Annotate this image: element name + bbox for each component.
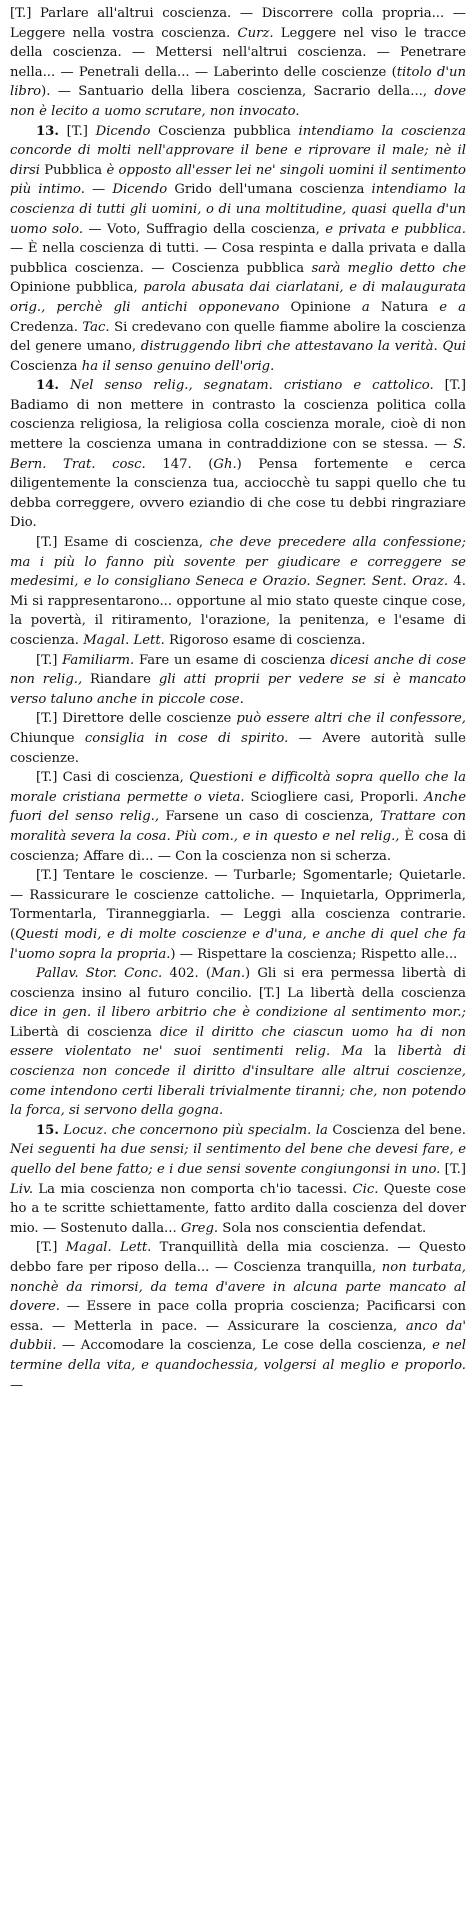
roman-text: Libertà di coscienza (10, 1024, 160, 1040)
roman-text: Fare un esame di coscienza (134, 652, 331, 668)
roman-text: — Avere autorità sulle coscienze. (10, 730, 466, 766)
italic-text: dice in gen. il libero arbitrio che è condizione al sentimento mor.; (10, 1005, 466, 1021)
italic-text: dove non è lecito a uomo scrutare, non invocato. (10, 84, 466, 119)
italic-text: ha il senso genuino dell'orig. (81, 358, 275, 374)
italic-text: è opposto all'esser lei ne' singoli uomini il sentimento più intimo. (10, 162, 466, 198)
roman-text: — È nella coscienza di tutti. — Cosa respinta e dalla privata e dalla pubblica coscienza. — Coscienza pubblica (10, 241, 466, 276)
roman-text: — Essere in pace colla propria coscienza; Pacificarsi con essa. — Metterla in pace. — Assicurare la coscienza, (10, 1299, 466, 1334)
italic-text: e nel termine della vita, e quandochessia, volgersi al meglio e proporlo. (10, 1338, 466, 1373)
italic-text: dicesi anche di cose non relig., (10, 652, 466, 688)
roman-text: ) Pensa fortemente e cerca diligentemente la conscienza tua, acciocchè tu sappi quello che tu debba correggere, ovvero eziandio di che cose tu debbi ringraziare Dio. (10, 456, 466, 531)
roman-text (59, 378, 70, 393)
roman-text: [T.] Direttore delle coscienze (36, 711, 237, 727)
italic-text: Nel senso relig., segnatam. cristiano e cattolico. (69, 378, 434, 394)
entry-paragraph (10, 533, 466, 651)
italic-text: Liv. (10, 1181, 34, 1197)
entry-paragraph (10, 1238, 466, 1395)
roman-text: [T.] (440, 1162, 466, 1178)
entry-paragraph (10, 709, 466, 768)
section-number: 14. (36, 378, 59, 394)
section-number: 13. (36, 123, 59, 139)
roman-text: Queste cose ho a te scritte schiettamente, fatto ardito dalla coscienza del dover mio. — Sostenuto dalla... (10, 1181, 467, 1236)
italic-text: non turbata, nonchè da rimorsi, da tema d'avere in alcuna parte mancato al dovere. (10, 1260, 466, 1315)
italic-text: intendiamo la coscienza di tutti gli uomini, o di una moltitudine, quasi quella d'un uomo solo. (10, 182, 466, 237)
italic-text: Familiarm. (62, 652, 135, 668)
roman-text: Rigoroso esame di coscienza. (164, 633, 366, 648)
roman-text: ) Gli si era permessa libertà di coscienza insino al futuro concilio. [T.] La libertà della coscienza (10, 966, 466, 1001)
roman-text: 147. ( (145, 456, 214, 472)
italic-text: Questi modi, e di molte coscienze e d'una, e anche di quel che fa l'uomo sopra la propria. (10, 926, 466, 962)
roman-text: [T.] (36, 1240, 66, 1256)
roman-text: Credenza. (10, 319, 83, 335)
roman-text: Opinione pubblica, (10, 280, 144, 296)
roman-text: la (362, 1044, 398, 1060)
roman-text: — Voto, Suffragio della coscienza, (83, 221, 326, 237)
italic-text: consiglia in cose di spirito. (84, 730, 289, 746)
italic-text: a (361, 299, 370, 315)
roman-text: ). — Santuario della libera coscienza, Sacrario della..., (41, 84, 435, 100)
italic-text: Gh. (213, 456, 237, 472)
italic-text: Magal. Lett. (65, 1240, 152, 1256)
italic-text: Questioni e difficoltà sopra quello che la morale cristiana permette o vieta. (10, 770, 466, 805)
italic-text: sarà meglio detto che (311, 260, 466, 276)
entry-paragraph (10, 1121, 466, 1239)
italic-text: Magal. Lett. (83, 633, 165, 648)
italic-text: Greg. (180, 1220, 219, 1236)
roman-text: Chiunque (10, 730, 85, 746)
italic-text: Curz. (237, 25, 274, 41)
italic-text: che deve precedere alla confessione; ma i più lo fanno più sovente per giudicare e correggere se medesimi, e lo consigliano Seneca e Orazio. Segner. Sent. Oraz. (10, 535, 466, 590)
roman-text: — Accomodare la coscienza, Le cose della coscienza, (56, 1338, 433, 1354)
italic-text: Pallav. Stor. Conc. (36, 966, 163, 982)
roman-text: [T.] (36, 652, 63, 668)
italic-text: libertà di coscienza non concede il diritto d'insultare alle altrui coscienze, come intendono certi liberali trivialmente tiranni; che, non potendo la forca, si servono della gogna. (10, 1044, 466, 1119)
roman-text: Sola nos conscientia defendat. (218, 1220, 427, 1236)
italic-text: anco da' dubbii. (10, 1318, 466, 1354)
roman-text: [T.] (58, 123, 96, 139)
italic-text: Cic. (352, 1181, 379, 1197)
italic-text: S. Bern. Trat. cosc. (10, 437, 466, 472)
italic-text: distruggendo libri che attestavano la verità. Qui (140, 339, 466, 355)
roman-text: La mia coscienza non comporta ch'io tacessi. (33, 1181, 353, 1197)
entry-paragraph (10, 376, 466, 533)
italic-text: dice il diritto che ciascun uomo ha di non essere violentato ne' suoi sentimenti relig. Ma (10, 1024, 466, 1060)
entry-paragraph (10, 964, 466, 1121)
italic-text: Nei seguenti ha due sensi; il sentimento del bene che devesi fare, e quello del bene fatto; e i due sensi sovente congiungonsi in uno. (10, 1142, 466, 1178)
italic-text: e privata e pubblica. (325, 221, 466, 237)
roman-text: [T.] Badiamo di non mettere in contrasto la coscienza politica colla coscienza religiosa, la religiosa colla coscienza morale, cioè di non mettere la coscienza umana in contraddizione con se stessa. — (10, 378, 466, 453)
entry-paragraph (10, 651, 466, 710)
roman-text: — (10, 1377, 24, 1393)
roman-text: Coscienza del bene. (327, 1122, 466, 1138)
italic-text: può essere altri che il confessore, (236, 711, 467, 727)
italic-text: Tac. (82, 319, 110, 335)
italic-text: e a (439, 299, 466, 315)
roman-text: [T.] Esame di coscienza, (36, 535, 210, 551)
roman-text: Sciogliere casi, Proporli. (244, 789, 425, 805)
italic-text: intendiamo la coscienza concorde di molti nell'approvare il bene e riprovare il male; nè il dirsi (10, 123, 466, 178)
italic-text: parola abusata dai ciarlatani, e di malaugurata orig., perchè gli antichi opponevano (10, 280, 466, 315)
entry-paragraph (10, 768, 466, 866)
roman-text: Natura (369, 299, 440, 315)
italic-text: Trattare con moralità severa la cosa. Più com., e in questo e nel relig., (10, 809, 466, 844)
roman-text: — (84, 182, 113, 198)
entry-paragraph (10, 122, 466, 377)
italic-text: titolo d'un libro (10, 64, 466, 100)
roman-text: Si credevano con quelle fiamme abolire la coscienza del genere umano, (10, 319, 466, 355)
italic-text: Dicendo (112, 182, 168, 198)
entry-paragraph (10, 866, 466, 964)
entry-paragraph (10, 4, 466, 122)
roman-text: 4. Mi si rappresentarono... opportune al mio stato queste cinque cose, la povertà, il ritiramento, l'orazione, la penitenza, e l'esame di coscienza. (10, 574, 466, 648)
italic-text: Locuz. che concernono più specialm. la (63, 1122, 328, 1138)
italic-text: Man. (210, 966, 246, 982)
roman-text: Pubblica (39, 162, 107, 178)
roman-text: Farsene un caso di coscienza, (159, 809, 381, 825)
roman-text: 402. ( (162, 966, 211, 982)
roman-text: Leggere nel viso le tracce della coscienza. — Mettersi nell'altrui coscienza. — Penetrare nella... — Penetrali della... — Laberinto delle coscienze ( (10, 25, 466, 80)
roman-text: Coscienza (10, 358, 82, 374)
italic-text: gli atti proprii per vedere se si è mancato verso taluno anche in piccole cose. (10, 672, 466, 707)
roman-text: Coscienza pubblica (150, 123, 299, 139)
section-number: 15. (36, 1122, 59, 1138)
italic-text: Dicendo (95, 123, 151, 139)
roman-text: [T.] Parlare all'altrui coscienza. — Discorrere colla propria... — Leggere nella vostra coscienza. (10, 6, 466, 41)
roman-text: [T.] Tentare le coscienze. — Turbarle; Sgomentarle; Quietarle. — Rassicurare le coscienze cattoliche. — Inquietarla, Opprimerla, Tormentarla, Tiranneggiarla. — Leggi alla coscienza contrarie. ( (10, 868, 466, 942)
roman-text: Opinione (279, 299, 362, 315)
italic-text: Anche fuori del senso relig., (10, 789, 466, 825)
roman-text: Tranquillità della mia coscienza. — Questo debbo fare per riposo della... — Coscienza tranquilla, (10, 1240, 466, 1275)
roman-text: [T.] Casi di coscienza, (36, 770, 190, 786)
roman-text: Grido dell'umana coscienza (167, 182, 372, 198)
roman-text: Riandare (82, 672, 159, 688)
roman-text: ) — Rispettare la coscienza; Rispetto alle... (170, 946, 458, 962)
roman-text: È cosa di coscienza; Affare di... — Con la coscienza non si scherza. (10, 828, 466, 864)
